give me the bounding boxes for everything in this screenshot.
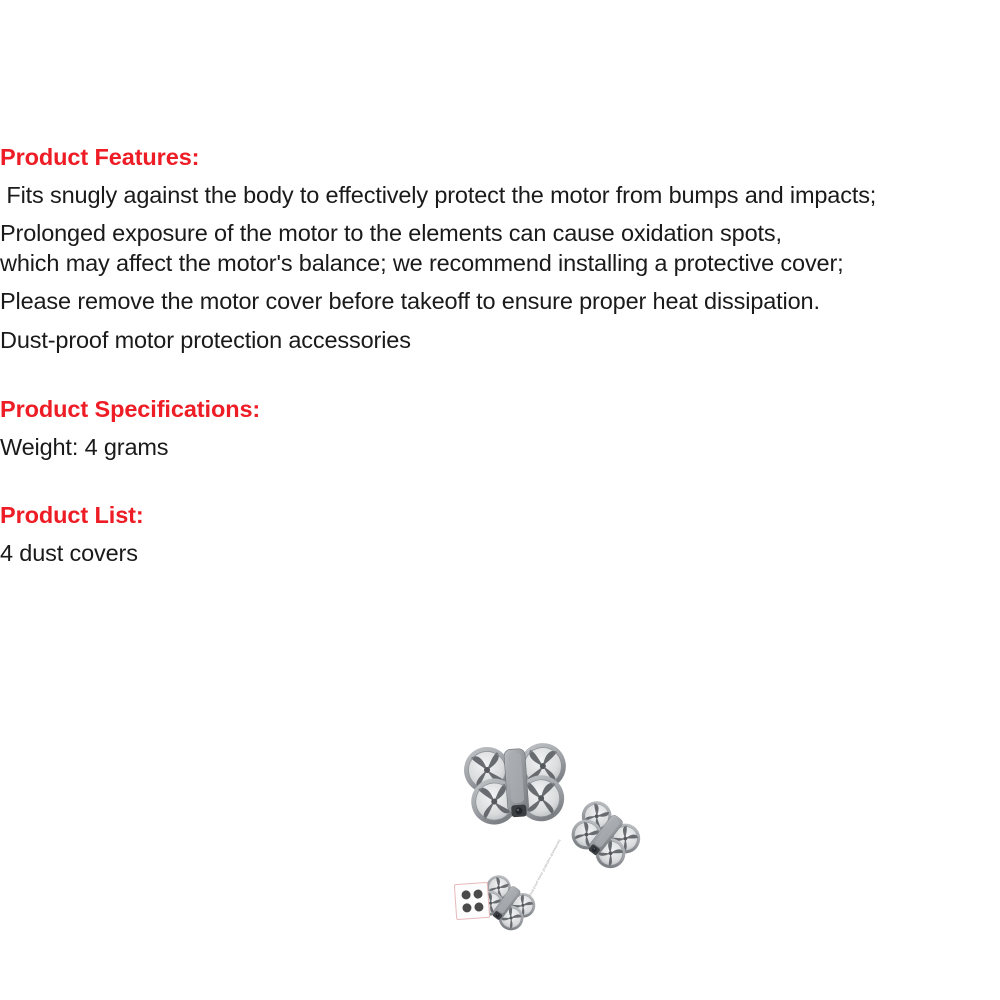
features-line-2: Prolonged exposure of the motor to the elements can cause oxidation spots, xyxy=(0,220,782,246)
product-list-heading: Product List: xyxy=(0,502,144,528)
product-photo-micro-caption: Dust-proof motor protection accessories xyxy=(528,838,562,897)
product-specifications-heading: Product Specifications: xyxy=(0,396,261,422)
specifications-weight-line: Weight: 4 grams xyxy=(0,433,169,460)
product-description-text xyxy=(0,146,1000,565)
dust-cover-dot-1 xyxy=(461,890,471,900)
drone-top-view xyxy=(459,738,572,827)
product-list-item-1: 4 dust covers xyxy=(0,539,138,566)
features-line-4: Please remove the motor cover before takeoff to ensure proper heat dissipation. xyxy=(0,288,820,314)
dust-cover-card xyxy=(454,882,490,920)
features-line-3: which may affect the motor's balance; we recommend installing a protective cover; xyxy=(0,249,844,276)
dust-cover-dot-3 xyxy=(462,903,472,913)
dust-cover-dot-2 xyxy=(473,889,483,899)
product-features-heading: Product Features: xyxy=(0,144,200,170)
product-photo-group xyxy=(0,700,1000,1000)
dust-cover-dot-4 xyxy=(474,902,484,912)
features-line-1: Fits snugly against the body to effectively protect the motor from bumps and impacts; xyxy=(0,181,877,208)
features-line-5: Dust-proof motor protection accessories xyxy=(0,326,411,353)
